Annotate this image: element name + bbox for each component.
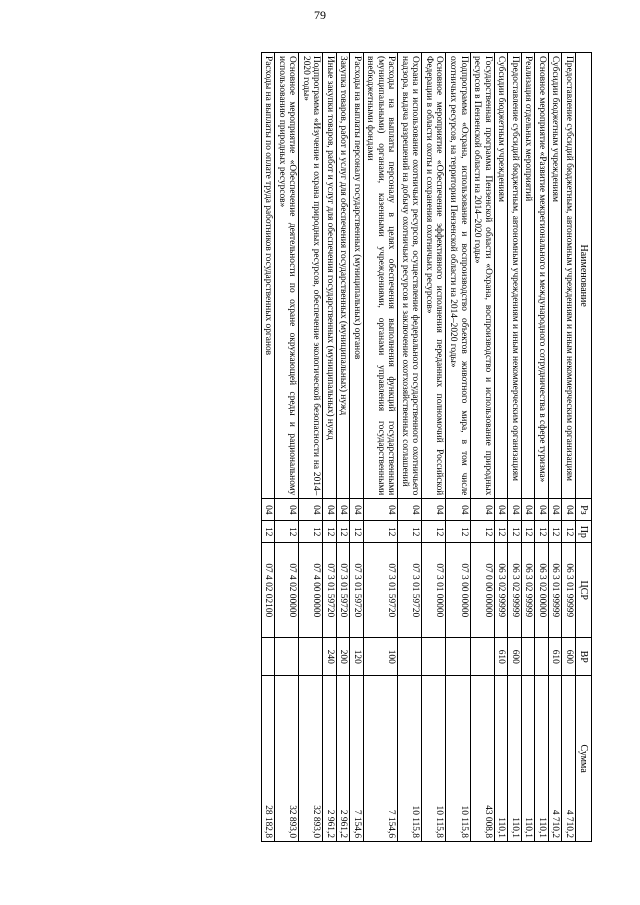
page-number: 79 — [314, 8, 326, 22]
cell-csr: 06 3 01 99999 — [548, 543, 562, 638]
table-row — [521, 53, 535, 842]
cell-sum: 7 154,6 — [363, 676, 398, 842]
cell-pr: 12 — [363, 521, 398, 543]
cell-pr: 12 — [548, 521, 562, 543]
cell-csr: 07 3 01 59720 — [350, 543, 364, 638]
cell-vr — [422, 638, 446, 676]
cell-pr: 12 — [562, 521, 576, 543]
cell-vr — [299, 638, 323, 676]
cell-csr: 07 3 01 59720 — [336, 543, 350, 638]
cell-sum: 43 008,8 — [470, 676, 494, 842]
cell-vr — [470, 638, 494, 676]
cell-vr — [275, 638, 299, 676]
table-row — [494, 53, 508, 842]
table-row — [535, 53, 549, 842]
cell-vr: 240 — [323, 638, 337, 676]
cell-vr: 610 — [548, 638, 562, 676]
cell-pr: 12 — [422, 521, 446, 543]
table-row — [323, 53, 337, 842]
cell-rz: 04 — [275, 499, 299, 521]
cell-pr: 12 — [323, 521, 337, 543]
cell-sum: 2 961,2 — [336, 676, 350, 842]
table-row — [299, 53, 323, 842]
cell-name: Основное мероприятие «Развитие межрегионального и международного сотрудничества в сфере туризма» — [535, 53, 549, 499]
cell-vr: 610 — [494, 638, 508, 676]
cell-csr: 07 4 00 00000 — [299, 543, 323, 638]
cell-name: Государственная программа Пензенской области «Охрана, воспроизводство и использование природных ресурсов в Пензенской области на 2014–2020 годы» — [470, 53, 494, 499]
cell-rz: 04 — [363, 499, 398, 521]
cell-rz: 04 — [446, 499, 470, 521]
cell-rz: 04 — [336, 499, 350, 521]
cell-rz: 04 — [261, 499, 275, 521]
cell-csr: 06 3 02 99999 — [521, 543, 535, 638]
cell-name: Реализация отдельных мероприятий — [521, 53, 535, 499]
cell-name: Расходы на выплаты персоналу государственных (муниципальных) органов — [350, 53, 364, 499]
cell-name: Предоставление субсидий бюджетным, автономным учреждениям и иным некоммерческим организациям — [508, 53, 522, 499]
table-header-row — [575, 53, 591, 842]
cell-pr: 12 — [446, 521, 470, 543]
cell-vr: 600 — [562, 638, 576, 676]
header-vr: ВР — [575, 638, 591, 676]
cell-name: Иные закупки товаров, работ и услуг для обеспечения государственных (муниципальных) нужд — [323, 53, 337, 499]
table-row — [470, 53, 494, 842]
cell-name: Субсидии бюджетным учреждениям — [548, 53, 562, 499]
cell-sum: 110,1 — [508, 676, 522, 842]
header-csr: ЦСР — [575, 543, 591, 638]
budget-table — [261, 52, 592, 842]
cell-pr: 12 — [299, 521, 323, 543]
cell-csr: 07 3 01 59720 — [363, 543, 398, 638]
cell-csr: 07 0 00 00000 — [470, 543, 494, 638]
cell-name: Основное мероприятие «Обеспечение эффективного исполнения переданных полномочий Российской Федерации в области охоты и сохранения охотничьих ресурсов» — [422, 53, 446, 499]
cell-rz: 04 — [494, 499, 508, 521]
cell-rz: 04 — [548, 499, 562, 521]
cell-rz: 04 — [508, 499, 522, 521]
cell-vr: 600 — [508, 638, 522, 676]
cell-pr: 12 — [535, 521, 549, 543]
cell-rz: 04 — [470, 499, 494, 521]
cell-rz: 04 — [323, 499, 337, 521]
cell-name: Охрана и использование охотничьих ресурсов, осуществление федерального государственного охотничьего надзора, выдача разрешений на добычу охотничьих ресурсов и заключение охотхозяйственных соглашений — [398, 53, 422, 499]
table-row — [508, 53, 522, 842]
cell-vr — [261, 638, 275, 676]
cell-csr: 06 3 02 99999 — [508, 543, 522, 638]
cell-vr — [521, 638, 535, 676]
cell-name: Подпрограмма «Изучение и охрана природных ресурсов, обеспечение экологической безопасности на 2014–2020 годы» — [299, 53, 323, 499]
cell-sum: 32 893,0 — [275, 676, 299, 842]
cell-sum: 4 710,2 — [548, 676, 562, 842]
cell-pr: 12 — [275, 521, 299, 543]
cell-rz: 04 — [398, 499, 422, 521]
cell-pr: 12 — [261, 521, 275, 543]
cell-vr: 120 — [350, 638, 364, 676]
table-body — [261, 53, 575, 842]
header-pr: Пр — [575, 521, 591, 543]
cell-sum: 28 182,8 — [261, 676, 275, 842]
cell-name: Расходы на выплаты по оплате труда работников государственных органов — [261, 53, 275, 499]
budget-table-sheet — [52, 52, 592, 842]
rotated-page — [52, 52, 592, 842]
cell-csr: 06 3 01 99999 — [562, 543, 576, 638]
header-rz: Рз — [575, 499, 591, 521]
cell-csr: 07 3 01 00000 — [422, 543, 446, 638]
cell-pr: 12 — [398, 521, 422, 543]
cell-sum: 32 893,0 — [299, 676, 323, 842]
cell-sum: 110,1 — [521, 676, 535, 842]
cell-vr: 100 — [363, 638, 398, 676]
cell-csr: 07 3 00 00000 — [446, 543, 470, 638]
cell-rz: 04 — [535, 499, 549, 521]
cell-rz: 04 — [562, 499, 576, 521]
cell-pr: 12 — [350, 521, 364, 543]
cell-rz: 04 — [521, 499, 535, 521]
cell-csr: 07 4 02 02100 — [261, 543, 275, 638]
cell-sum: 110,1 — [494, 676, 508, 842]
cell-csr: 06 3 02 00000 — [535, 543, 549, 638]
cell-pr: 12 — [521, 521, 535, 543]
cell-rz: 04 — [350, 499, 364, 521]
cell-name: Субсидии бюджетным учреждениям — [494, 53, 508, 499]
cell-sum: 10 115,8 — [398, 676, 422, 842]
table-row — [398, 53, 422, 842]
cell-vr: 200 — [336, 638, 350, 676]
cell-rz: 04 — [299, 499, 323, 521]
table-row — [446, 53, 470, 842]
table-row — [548, 53, 562, 842]
cell-pr: 12 — [470, 521, 494, 543]
cell-sum: 2 961,2 — [323, 676, 337, 842]
cell-name: Расходы на выплаты персоналу в целях обеспечения выполнения функций государственными (муниципальными) органами, казенными учреждениями, органами управления государственными внебюджетными фондами — [363, 53, 398, 499]
cell-rz: 04 — [422, 499, 446, 521]
table-row — [350, 53, 364, 842]
table-row — [363, 53, 398, 842]
table-row — [261, 53, 275, 842]
cell-vr — [535, 638, 549, 676]
cell-sum: 4 710,2 — [562, 676, 576, 842]
cell-csr: 07 3 01 59720 — [398, 543, 422, 638]
cell-name: Закупка товаров, работ и услуг для обеспечения государственных (муниципальных) нужд — [336, 53, 350, 499]
cell-name: Основное мероприятие «Обеспечение деятельности по охране окружающей среды и рациональному использованию природных ресурсов» — [275, 53, 299, 499]
cell-vr — [446, 638, 470, 676]
cell-name: Предоставление субсидий бюджетным, автономным учреждениям и иным некоммерческим организациям — [562, 53, 576, 499]
cell-sum: 7 154,6 — [350, 676, 364, 842]
cell-sum: 10 115,8 — [446, 676, 470, 842]
cell-pr: 12 — [508, 521, 522, 543]
cell-pr: 12 — [336, 521, 350, 543]
cell-sum: 110,1 — [535, 676, 549, 842]
cell-pr: 12 — [494, 521, 508, 543]
cell-csr: 07 4 02 00000 — [275, 543, 299, 638]
header-sum: Сумма — [575, 676, 591, 842]
table-row — [422, 53, 446, 842]
cell-csr: 07 3 01 59720 — [323, 543, 337, 638]
cell-sum: 10 115,8 — [422, 676, 446, 842]
table-row — [336, 53, 350, 842]
cell-csr: 06 3 02 99999 — [494, 543, 508, 638]
cell-vr — [398, 638, 422, 676]
header-name: Наименование — [575, 53, 591, 499]
table-row — [275, 53, 299, 842]
table-row — [562, 53, 576, 842]
cell-name: Подпрограмма «Охрана, использование и воспроизводство объектов животного мира, в том числе охотничьих ресурсов, на территории Пензенской области на 2014–2020 годы» — [446, 53, 470, 499]
